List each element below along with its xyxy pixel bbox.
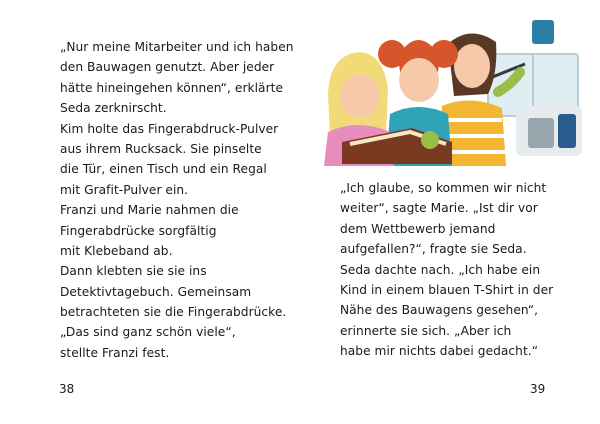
text-line: Nähe des Bauwagens gesehen“,	[340, 303, 539, 318]
text-line: „Das sind ganz schön viele“,	[60, 325, 236, 340]
text-line: Seda dachte nach. „Ich habe ein	[340, 262, 541, 277]
right-page	[300, 0, 600, 424]
glove-shape	[421, 131, 439, 149]
text-line: mit Klebeband ab.	[60, 243, 173, 258]
text-line: Dann klebten sie sie ins	[60, 264, 207, 279]
text-line: den Bauwagen genutzt. Aber jeder	[60, 60, 275, 75]
text-line: Franzi und Marie nahmen die	[60, 203, 239, 218]
text-line: weiter“, sagte Marie. „Ist dir vor	[340, 201, 538, 216]
text-line: hätte hineingehen können“, erklärte	[60, 80, 284, 95]
text-line: habe mir nichts dabei gedacht.“	[340, 344, 539, 359]
text-line: „Ich glaube, so kommen wir nicht	[340, 181, 547, 195]
three-girls-detectives-illustration	[320, 14, 588, 166]
text-line: Kim holte das Fingerabdruck-Pulver	[60, 121, 279, 136]
page-number-left: 38	[59, 382, 75, 396]
mug-icon	[532, 20, 554, 44]
text-line: Seda zerknirscht.	[60, 101, 167, 116]
tin-can-shape	[528, 118, 554, 148]
text-line: Detektivtagebuch. Gemeinsam	[60, 284, 252, 299]
page-number-right: 39	[530, 382, 546, 396]
text-line: mit Grafit-Pulver ein.	[60, 182, 189, 197]
text-line: erinnerte sie sich. „Aber ich	[340, 323, 512, 338]
left-page-text	[60, 37, 294, 363]
text-line: aufgefallen?“, fragte sie Seda.	[340, 242, 527, 257]
text-line: die Tür, einen Tisch und ein Regal	[60, 162, 267, 177]
text-line: Fingerabdrücke sorgfältig	[60, 223, 217, 238]
text-line: dem Wettbewerb jemand	[340, 221, 496, 236]
text-line: stellte Franzi fest.	[60, 345, 170, 360]
right-page-text	[340, 178, 553, 362]
box-shape	[558, 114, 576, 148]
text-line: aus ihrem Rucksack. Sie pinselte	[60, 141, 262, 156]
text-line: betrachteten sie die Fingerabdrücke.	[60, 305, 287, 320]
text-line: „Nur meine Mitarbeiter und ich haben	[60, 40, 294, 54]
text-line: Kind in einem blauen T-Shirt in der	[340, 282, 554, 297]
